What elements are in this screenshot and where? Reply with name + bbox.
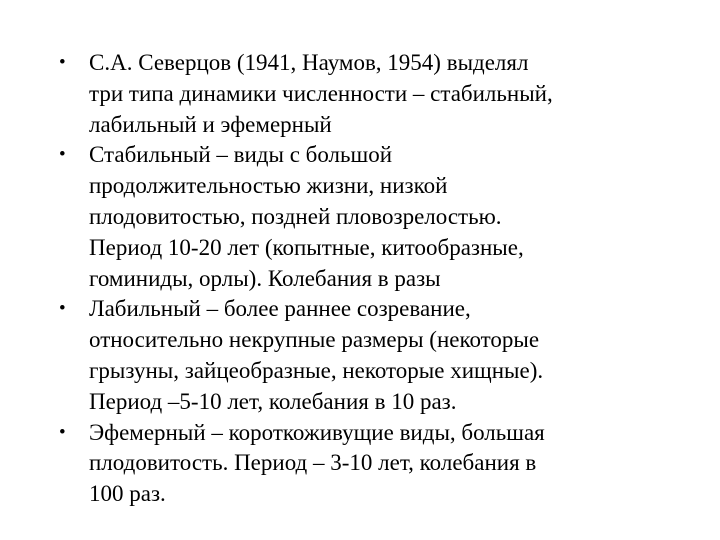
bullet-line: С.А. Северцов (1941, Наумов, 1954) выделял [89, 50, 529, 75]
bullet-icon: • [59, 144, 66, 166]
bullet-line: плодовитостью, поздней пловозрелостью. [89, 203, 502, 229]
bullet-icon: • [59, 421, 66, 443]
bullet-item-labile [56, 294, 676, 417]
bullet-line: Период 10-20 лет (копытные, китообразные, [89, 234, 524, 260]
bullet-line: гоминиды, орлы). Колебания в разы [89, 265, 441, 291]
bullet-line: лабильный и эфемерный [89, 111, 332, 137]
bullet-line: продолжительностью жизни, низкой [89, 173, 448, 199]
bullet-line: Эфемерный – короткоживущие виды, большая [89, 419, 545, 445]
bullet-item-ephemeral [56, 418, 676, 510]
bullet-icon: • [59, 52, 66, 73]
bullet-item-severtsov [56, 48, 676, 140]
bullet-line: Лабильный – более раннее созревание, [89, 296, 471, 322]
bullet-line: Период –5-10 лет, колебания в 10 раз. [89, 388, 457, 414]
bullet-list [56, 48, 676, 510]
bullet-icon: • [59, 298, 66, 320]
bullet-line: грызуны, зайцеобразные, некоторые хищные). [89, 357, 544, 383]
bullet-line: Стабильный – виды с большой [89, 142, 393, 168]
bullet-line: 100 раз. [89, 481, 166, 507]
bullet-line: три типа динамики численности – стабильный, [89, 80, 553, 106]
bullet-line: относительно некрупные размеры (некоторые [89, 327, 540, 353]
bullet-item-stable [56, 140, 676, 294]
bullet-line: плодовитость. Период – 3-10 лет, колебания в [89, 450, 537, 476]
